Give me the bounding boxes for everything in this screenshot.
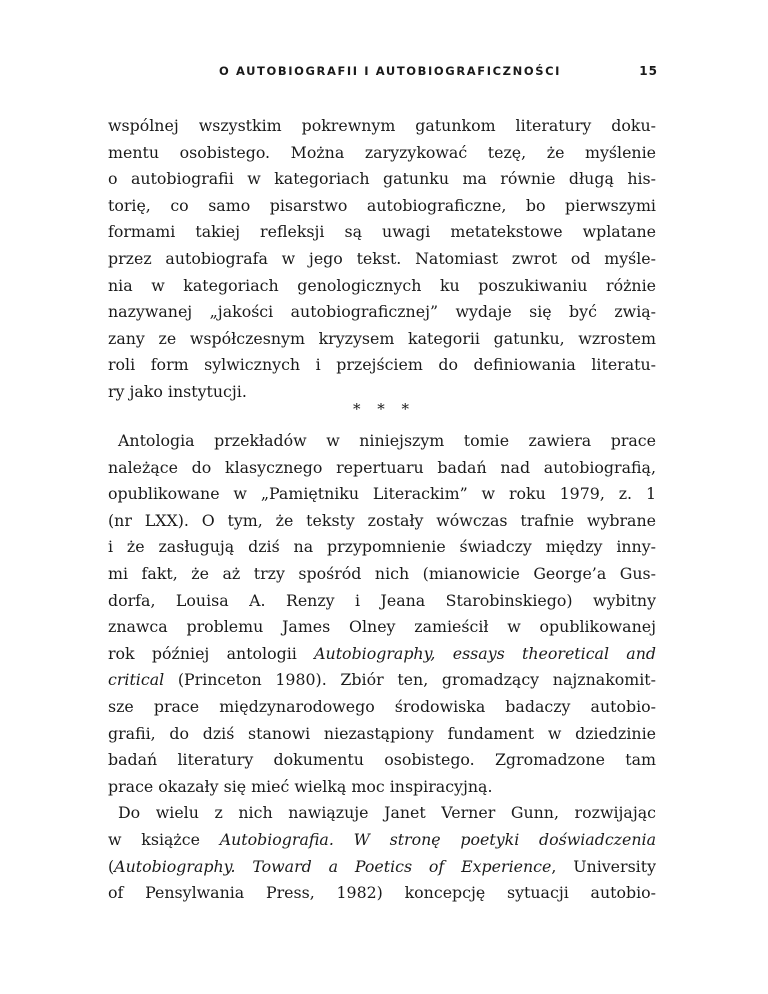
text-line	[108, 854, 656, 881]
text-line: badań literatury dokumentu osobistego. Zgromadzone tam	[108, 750, 656, 770]
text-line: przez autobiografa w jego tekst. Natomiast zwrot od myśle-	[108, 248, 656, 268]
text-line: roli form sylwicznych i przejściem do definiowania literatu-	[108, 355, 656, 375]
book-title-italic: critical	[108, 670, 165, 690]
text-line: opublikowane w „Pamiętniku Literackim” w roku 1979, z. 1	[108, 484, 656, 504]
text-line: sze prace międzynarodowego środowiska badaczy autobio-	[108, 696, 656, 716]
text-line: formami takiej refleksji są uwagi metatekstowe wplatane	[108, 222, 656, 242]
page-number: 15	[639, 64, 658, 78]
text-line: nia w kategoriach genologicznych ku poszukiwaniu różnie	[108, 275, 656, 295]
text-line	[108, 827, 656, 854]
text-line: mi fakt, że aż trzy spośród nich (mianowicie George’a Gus-	[108, 563, 656, 583]
text-line: należące do klasycznego repertuaru badań nad autobiografią,	[108, 457, 656, 477]
running-header	[110, 64, 658, 84]
text-line: grafii, do dziś stanowi niezastąpiony fundament w dziedzinie	[108, 723, 656, 743]
book-title-italic: Autobiography, essays theoretical and	[314, 643, 656, 663]
text-line: nazywanej „jakości autobiograficznej” wydaje się być zwią-	[108, 302, 656, 322]
text-line: (nr LXX). O tym, że teksty zostały wówczas trafnie wybrane	[108, 510, 656, 530]
text-line: zany ze współczesnym kryzysem kategorii gatunku, wzrostem	[108, 328, 656, 348]
text-line: mentu osobistego. Można zaryzykować tezę, że myślenie	[108, 142, 656, 162]
paragraph-1	[108, 113, 656, 406]
paragraph-2	[108, 428, 656, 907]
text-segment: w książce	[108, 829, 220, 849]
running-title: O AUTOBIOGRAFII I AUTOBIOGRAFICZNOŚCI	[218, 64, 562, 78]
text-segment: , University	[551, 856, 657, 876]
text-line	[108, 667, 656, 694]
book-title-italic: Autobiografia. W stronę poetyki doświadczenia	[219, 829, 656, 849]
text-line: ry jako instytucji.	[108, 381, 247, 401]
text-line: dorfa, Louisa A. Renzy i Jeana Starobinskiego) wybitny	[108, 590, 656, 610]
text-line: znawca problemu James Olney zamieścił w opublikowanej	[108, 617, 656, 637]
text-segment: rok później antologii	[108, 643, 315, 663]
text-line: o autobiografii w kategoriach gatunku ma równie długą his-	[108, 169, 656, 189]
text-segment: (Princeton 1980). Zbiór ten, gromadzący najznakomit-	[164, 670, 656, 690]
text-line: i że zasługują dziś na przypomnienie świadczy między inny-	[108, 537, 656, 557]
book-title-italic: Autobiography. Toward a Poetics of Experience	[114, 856, 552, 876]
text-line	[108, 641, 656, 668]
text-line: wspólnej wszystkim pokrewnym gatunkom literatury doku-	[108, 116, 656, 135]
text-line: torię, co samo pisarstwo autobiograficzne, bo pierwszymi	[108, 195, 656, 215]
text-line: prace okazały się mieć wielką moc inspiracyjną.	[108, 776, 493, 796]
text-line: of Pensylwania Press, 1982) koncepcję sytuacji autobio-	[108, 883, 656, 903]
text-line: Do wielu z nich nawiązuje Janet Verner Gunn, rozwijając	[118, 803, 656, 823]
section-separator: * * *	[352, 400, 416, 418]
text-segment: (	[108, 856, 115, 876]
text-line: Antologia przekładów w niniejszym tomie zawiera prace	[118, 431, 656, 450]
